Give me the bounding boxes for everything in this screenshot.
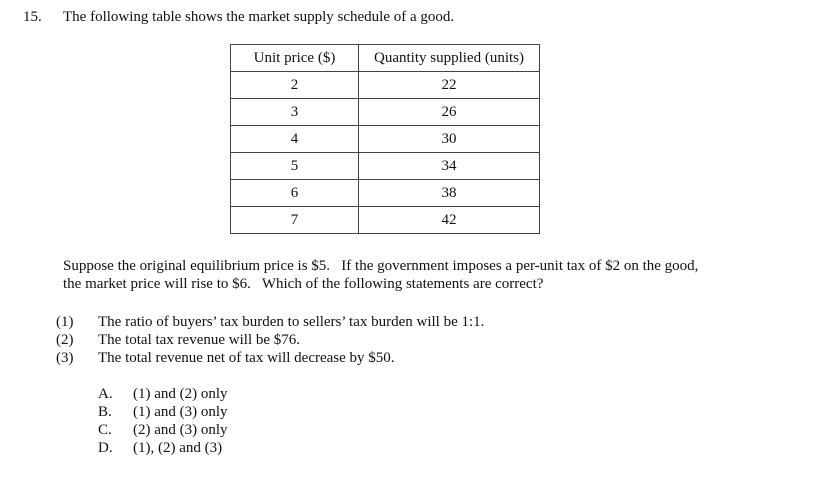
statement-text: The ratio of buyers’ tax burden to sellers’ tax burden will be 1:1. <box>98 314 485 330</box>
quantity-cell: 38 <box>359 180 540 207</box>
statement-number: (2) <box>56 332 74 348</box>
table-row <box>231 180 540 207</box>
statement-3 <box>56 349 395 367</box>
table-row <box>231 126 540 153</box>
option-b[interactable] <box>98 403 228 421</box>
table-row <box>231 99 540 126</box>
option-text: (1) and (3) only <box>133 404 228 420</box>
price-cell: 4 <box>231 126 359 153</box>
option-text: (1), (2) and (3) <box>133 440 223 456</box>
scenario-paragraph <box>63 257 783 293</box>
option-a[interactable] <box>98 385 228 403</box>
quantity-cell: 30 <box>359 126 540 153</box>
price-cell: 2 <box>231 72 359 99</box>
statement-number: (1) <box>56 314 74 330</box>
price-cell: 5 <box>231 153 359 180</box>
table-row <box>231 72 540 99</box>
statement-text: The total tax revenue will be $76. <box>98 332 301 348</box>
scenario-line-1: Suppose the original equilibrium price is $5. If the government imposes a per-unit tax of $2 on the good, <box>63 258 699 274</box>
quantity-cell: 34 <box>359 153 540 180</box>
header-quantity-supplied: Quantity supplied (units) <box>359 45 540 72</box>
header-unit-price: Unit price ($) <box>231 45 359 72</box>
option-text: (2) and (3) only <box>133 422 228 438</box>
table-row <box>231 207 540 234</box>
quantity-cell: 42 <box>359 207 540 234</box>
option-letter: A. <box>98 386 113 402</box>
scenario-line-2: the market price will rise to $6. Which of the following statements are correct? <box>63 276 544 292</box>
price-cell: 3 <box>231 99 359 126</box>
supply-schedule-table <box>230 44 540 234</box>
statement-1 <box>56 313 484 331</box>
quantity-cell: 22 <box>359 72 540 99</box>
option-c[interactable] <box>98 421 228 439</box>
price-cell: 7 <box>231 207 359 234</box>
statement-text: The total revenue net of tax will decrease by $50. <box>98 350 395 366</box>
option-letter: D. <box>98 440 113 456</box>
option-letter: C. <box>98 422 112 438</box>
question-number: 15. <box>23 9 42 25</box>
option-text: (1) and (2) only <box>133 386 228 402</box>
statement-number: (3) <box>56 350 74 366</box>
option-d[interactable] <box>98 439 222 457</box>
price-cell: 6 <box>231 180 359 207</box>
statement-2 <box>56 331 300 349</box>
quantity-cell: 26 <box>359 99 540 126</box>
table-header-row <box>231 45 540 72</box>
option-letter: B. <box>98 404 112 420</box>
question-stem: The following table shows the market supply schedule of a good. <box>63 9 455 25</box>
table-row <box>231 153 540 180</box>
